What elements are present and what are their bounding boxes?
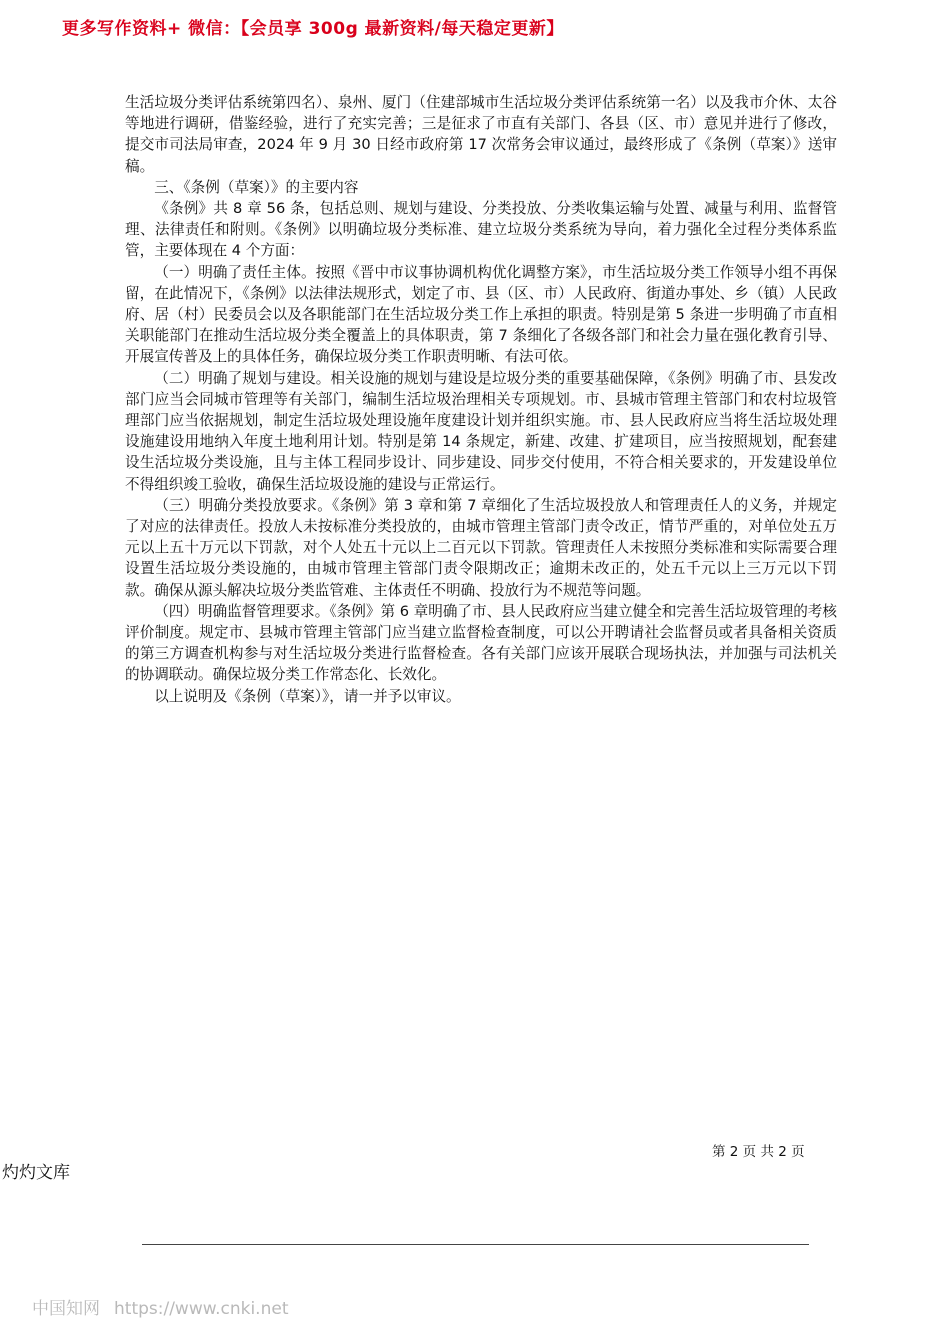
watermark-name: 中国知网 <box>32 1299 100 1319</box>
document-body <box>125 92 837 707</box>
promo-banner: 更多写作资料+ 微信：【会员享 300g 最新资料/每天稳定更新】 <box>62 19 564 39</box>
section-heading: 三、《条例（草案）》的主要内容 <box>154 178 359 196</box>
watermark <box>32 1294 288 1319</box>
page-number: 第 2 页 共 2 页 <box>712 1144 805 1160</box>
watermark-url: https://www.cnki.net <box>114 1299 289 1319</box>
paragraph-planning: （二）明确了规划与建设。相关设施的规划与建设是垃圾分类的重要基础保障，《条例》明确了市、县发改部门应当会同城市管理等有关部门，编制生活垃圾治理相关专项规划。市、县城市管理主管部门和农村垃圾管理部门应当依据规划，制定生活垃圾处理设施年度建设计划并组织实施。市、县人民政府应当将生活垃圾处理设施建设用地纳入年度土地利用计划。特别是第 14 条规定，新建、改建、扩建项目，应当按照规划，配套建设生活垃圾分类设施，且与主体工程同步设计、同步建设、同步交付使用，不符合相关要求的，开发建设单位不得组织竣工验收，确保生活垃圾设施的建设与正常运行。 <box>125 369 837 493</box>
footer-divider <box>142 1244 809 1245</box>
paragraph-supervision: （四）明确监督管理要求。《条例》第 6 章明确了市、县人民政府应当建立健全和完善生活垃圾管理的考核评价制度。规定市、县城市管理主管部门应当建立监督检查制度，可以公开聘请社会监督员或者具备相关资质的第三方调查机构参与对生活垃圾分类进行监督检查。各有关部门应该开展联合现场执法，并加强与司法机关的协调联动。确保垃圾分类工作常态化、长效化。 <box>125 602 837 684</box>
brand-label: 灼灼文库 <box>2 1163 70 1183</box>
paragraph-disposal: （三）明确分类投放要求。《条例》第 3 章和第 7 章细化了生活垃圾投放人和管理责任人的义务，并规定了对应的法律责任。投放人未按标准分类投放的，由城市管理主管部门责令改正，情节严重的，对单位处五万元以上五十万元以下罚款，对个人处五十元以上二百元以下罚款。管理责任人未按照分类标准和实际需要合理设置生活垃圾分类设施的，由城市管理主管部门责令限期改正；逾期未改正的，处五千元以上三万元以下罚款。确保从源头解决垃圾分类监管难、主体责任不明确、投放行为不规范等问题。 <box>125 496 837 599</box>
paragraph-overview: 《条例》共 8 章 56 条，包括总则、规划与建设、分类投放、分类收集运输与处置、减量与利用、监督管理、法律责任和附则。《条例》以明确垃圾分类标准、建立垃圾分类系统为导向，着力强化全过程分类体系监管，主要体现在 4 个方面： <box>125 200 837 260</box>
paragraph-continuation: 生活垃圾分类评估系统第四名）、泉州、厦门（住建部城市生活垃圾分类评估系统第一名）以及我市介休、太谷等地进行调研，借鉴经验，进行了充实完善；三是征求了市直有关部门、各县（区、市）意见并进行了修改，提交市司法局审查，2024 年 9 月 30 日经市政府第 17 次常务会审议通过，最终形成了《条例（草案）》送审稿。 <box>125 94 837 175</box>
paragraph-closing: 以上说明及《条例（草案）》，请一并予以审议。 <box>154 687 461 705</box>
paragraph-responsibility: （一）明确了责任主体。按照《晋中市议事协调机构优化调整方案》，市生活垃圾分类工作领导小组不再保留，在此情况下，《条例》以法律法规形式，划定了市、县（区、市）人民政府、街道办事处、乡（镇）人民政府、居（村）民委员会以及各职能部门在生活垃圾分类工作上承担的职责。特别是第 5 条进一步明确了市直相关职能部门在推动生活垃圾分类全覆盖上的具体职责，第 7 条细化了各级各部门和社会力量在强化教育引导、开展宣传普及上的具体任务，确保垃圾分类工作职责明晰、有法可依。 <box>125 263 837 366</box>
